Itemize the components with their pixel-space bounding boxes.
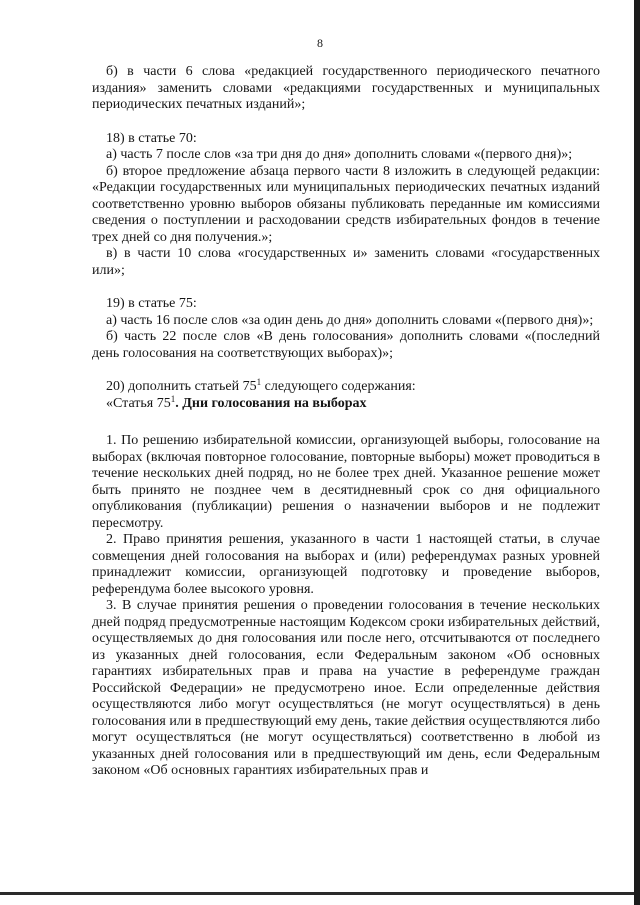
article-part-2: 2. Право принятия решения, указанного в части 1 настоящей статьи, в случае совмещения дней голосования на выборах и (или) референдумах разных уровней принадлежит комиссии, организующей подготовку и проведение выборов, референдума более высокого уровня. [92,532,600,597]
article-superscript: 1 [170,393,176,404]
item-20-text-end: следующего содержания: [261,379,416,394]
item-19a: а) часть 16 после слов «за один день до дня» дополнить словами «(первого дня)»; [106,312,594,328]
scan-bottom-edge [0,892,634,895]
scan-right-edge [634,0,640,905]
document-body [92,64,600,780]
article-part-3: 3. В случае принятия решения о проведении голосования в течение нескольких дней подряд предусмотренные настоящим Кодексом сроки избирательных действий, осуществляемых до дня голосования или после него, отсчитываются от последнего из указанных дней голосования, если Федеральным законом «Об основных гарантиях избирательных прав и права на участие в референдуме граждан Российской Федерации» не предусмотрено иное. Если определенные действия осуществляются либо могут осуществляться (не могут осуществляться) в день голосования или в предшествующий ему день, такие действия осуществляются либо могут осуществляться (не могут осуществляться) соответственно в любой из указанных дней голосования или в предшествующий им день, если Федеральным законом «Об основных гарантиях избирательных прав и [92,598,600,778]
article-title [92,393,600,413]
item-20-heading [92,379,600,396]
item-18-heading: 18) в статье 70: [106,130,197,146]
item-18a: а) часть 7 после слов «за три дня до дня» дополнить словами «(первого дня)»; [106,147,573,162]
page-number: 8 [317,36,323,50]
item-18c: в) в части 10 слова «государственных и» заменить словами «государственных или»; [92,246,600,278]
paragraph-6b: б) в части 6 слова «редакцией государственного периодического печатного издания» заменить словами «редакциями государственных и муниципальных периодических печатных изданий»; [92,64,600,112]
item-19-heading: 19) в статье 75: [106,296,197,311]
item-20-text-start: 20) дополнить статьей 75 [106,379,257,394]
article-title-bold: . Дни голосования на выборах [175,395,367,411]
item-19b: б) часть 22 после слов «В день голосования» дополнить словами «(последний день голосования на соответствующих выборах)»; [92,329,600,361]
item-18b: б) второе предложение абзаца первого части 8 изложить в следующей редакции: «Редакции государственных или муниципальных периодических печатных изданий соответственно уровню выборов обязаны публиковать переданные им комиссиями сведения о поступлении и расходовании средств избирательных фондов в течение трех дней со дня получения.»; [92,163,600,245]
article-part-1: 1. По решению избирательной комиссии, организующей выборы, голосование на выборах (включая повторное голосование, повторные выборы) может проводиться в течение нескольких дней подряд, но не более трех дней. Указанное решение может быть принято не позднее чем в десятидневный срок со дня официального опубликования (публикации) решения о назначении выборов и не подлежит пересмотру. [92,433,600,531]
superscript-one: 1 [256,377,262,387]
article-title-prefix: «Статья 75 [106,395,171,411]
